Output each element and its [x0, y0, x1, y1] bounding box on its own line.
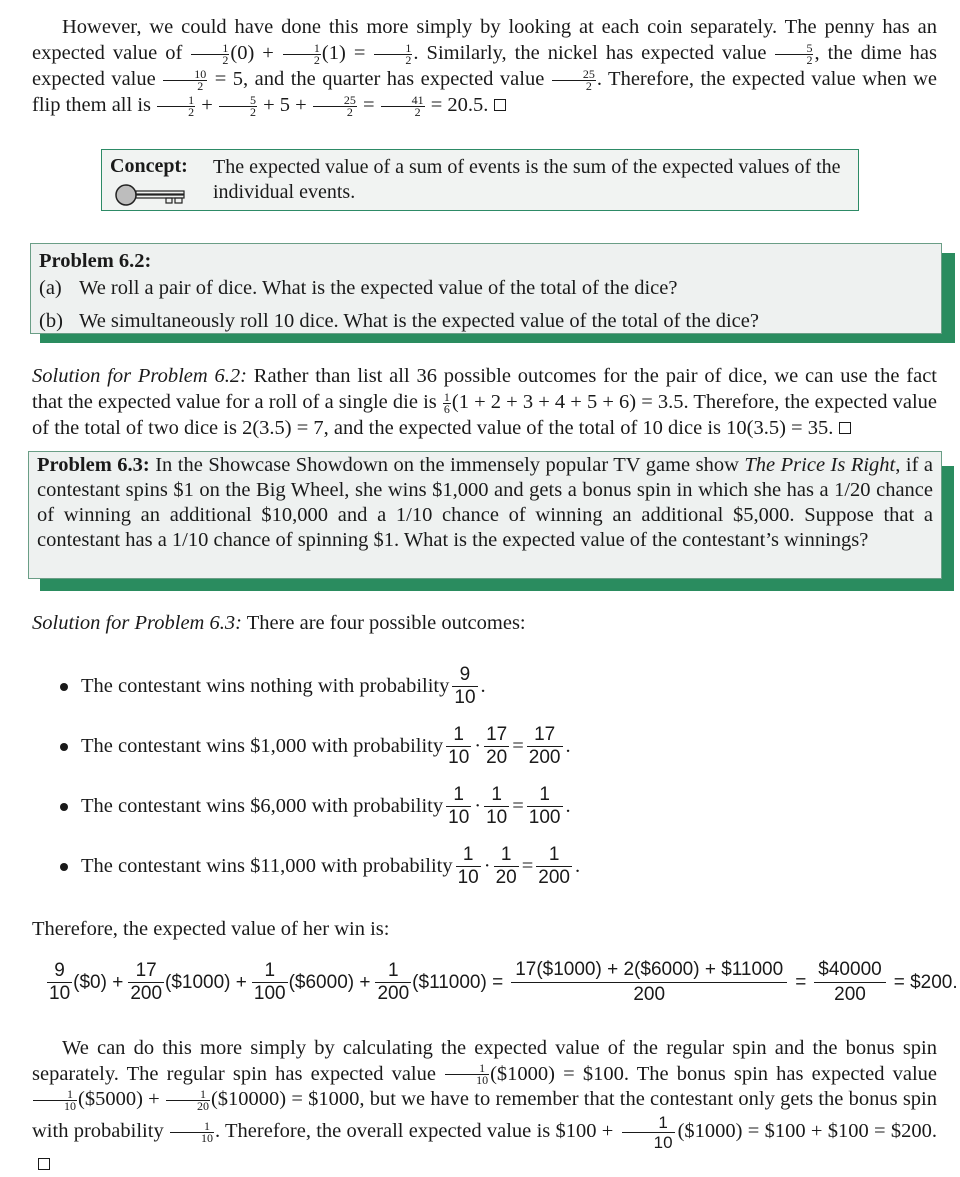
- fraction: $\frac{1}{2}$: [283, 43, 321, 66]
- fraction: 1 10: [448, 784, 470, 828]
- part-label: (a): [39, 277, 62, 299]
- fraction: $\frac{1}{200}$: [538, 844, 570, 888]
- therefore-line: Therefore, the expected value of her win is:: [32, 918, 390, 940]
- fraction: $\frac{1}{6}$: [443, 389, 450, 416]
- fraction: $\frac{1}{2}$: [191, 43, 229, 66]
- text: (1) =: [321, 42, 374, 64]
- combined-fraction: $\frac{17(\$1000) + 2(\$6000) + \$11000}{200}$: [511, 958, 787, 1007]
- text: =: [357, 94, 380, 116]
- text: (1 + 2 + 3 + 4 + 5 + 6) = 3.5. Therefore, the expected value of the total of two dice is 2(3.5) = 7, and the expected value of the total of 10 dice is 10(3.5) = 35.: [32, 391, 937, 439]
- problem-part: [39, 308, 933, 335]
- part-label: (b): [39, 310, 63, 332]
- outcome-text: The contestant wins $11,000 with probability: [81, 855, 453, 877]
- fraction: $\frac{17}{200}$: [130, 960, 163, 1004]
- fraction: 1 10: [448, 724, 470, 768]
- outcome-text: The contestant wins nothing with probability: [81, 675, 450, 697]
- fraction: $\frac{10}{2}$: [163, 69, 207, 92]
- fraction: $\frac{1}{2}$: [157, 95, 195, 118]
- bullet-icon: [60, 863, 68, 871]
- solution-6-3-intro: [32, 610, 937, 636]
- outcome-item: The contestant wins $1,000 with probability 1 10 · $\frac{17}{20}$ = $\frac{17}{200}$ .: [60, 724, 571, 769]
- outcome-item: The contestant wins nothing with probability 9 10 .: [60, 664, 486, 709]
- outcome-item: The contestant wins $6,000 with probability 1 10 · $\frac{1}{10}$ = $\frac{1}{100}$ .: [60, 784, 571, 829]
- fraction: $\frac{25}{2}$: [552, 69, 596, 92]
- solution-label: Solution for Problem 6.3:: [32, 612, 242, 634]
- bullet-icon: [60, 683, 68, 691]
- qed-square-icon: [494, 99, 506, 111]
- fraction: $\frac{1}{10}$: [445, 1063, 489, 1086]
- fraction: $\frac{41}{2}$: [381, 95, 425, 118]
- intro-paragraph: [32, 14, 937, 118]
- problem-part: [39, 275, 933, 302]
- text: In the Showcase Showdown on the immensely popular TV game show: [149, 454, 745, 476]
- text: (0) +: [230, 42, 282, 64]
- text: ($0) +: [73, 971, 124, 993]
- fraction: 9 10: [49, 960, 71, 1004]
- text: ($10000) = $1000, but we have to remember that the contestant only gets the bonus spin with probability: [32, 1088, 938, 1142]
- fraction: 1 10: [457, 844, 479, 888]
- fraction: $\frac{1}{20}$: [166, 1089, 210, 1112]
- text: There are four possible outcomes:: [241, 612, 526, 634]
- text: ($5000) +: [78, 1088, 165, 1110]
- outcome-text: The contestant wins $6,000 with probability: [81, 795, 444, 817]
- text: We can do this more simply by calculating the expected value of the regular spin and the bonus spin separately. The regular spin has expected value: [32, 1037, 937, 1085]
- result: = $200.: [893, 971, 958, 993]
- fraction: $\frac{1}{10}$: [170, 1121, 214, 1144]
- text: , the dime has expected value: [32, 42, 938, 90]
- text: . Similarly, the nickel has expected value: [413, 42, 775, 64]
- fraction: $\frac{17}{20}$: [486, 724, 508, 768]
- text: ($1000) = $100. The bonus spin has expected value: [490, 1062, 937, 1085]
- fraction: 9 10: [454, 664, 476, 708]
- text: ($11000) =: [412, 971, 504, 993]
- closing-paragraph: [32, 1036, 937, 1177]
- fraction: $\frac{1}{100}$: [253, 960, 286, 1004]
- text: . Therefore, the expected value when we flip them all is: [32, 68, 938, 116]
- show-name: The Price Is Right: [744, 454, 896, 476]
- bullet-icon: [60, 743, 68, 751]
- part-text: We simultaneously roll 10 dice. What is the expected value of the total of the dice?: [79, 310, 759, 332]
- outcome-text: The contestant wins $1,000 with probability: [81, 735, 444, 757]
- problem-6-2-box: [30, 243, 942, 334]
- concept-label: Concept:: [110, 155, 188, 177]
- fraction: $\frac{5}{2}$: [219, 95, 257, 118]
- text: = 20.5.: [425, 94, 489, 116]
- concept-box: [101, 149, 859, 211]
- fraction: $\frac{17}{200}$: [528, 724, 561, 768]
- text: . Therefore, the overall expected value is $100 +: [214, 1119, 619, 1142]
- outcome-item: The contestant wins $11,000 with probability 1 10 · $\frac{1}{20}$ = $\frac{1}{200}$ .: [60, 844, 580, 889]
- fraction: $\frac{1}{10}$: [622, 1113, 675, 1152]
- solution-6-2: [32, 363, 937, 441]
- text: ($6000) +: [288, 971, 371, 993]
- text: , if a contestant spins $1 on the Big Wheel, she wins $1,000 and gets a bonus spin in which she has a 1/20 chance of winning an additional $10,000 and a 1/10 chance of winning an additional $5,000. Suppose that a contestant has a 1/10 chance of spinning $1. What is the expected value of the contestant’s winnings?: [37, 454, 933, 551]
- text: Rather than list all 36 possible outcomes for the pair of dice, we can use the fact that the expected value for a roll of a single die is: [32, 365, 937, 413]
- part-text: We roll a pair of dice. What is the expected value of the total of the dice?: [79, 277, 678, 299]
- concept-text: The expected value of a sum of events is the sum of the expected values of the individual events.: [213, 156, 841, 203]
- text: However, we could have done this more simply by looking at each coin separately. The penny has an expected value of: [32, 16, 937, 64]
- problem-title: Problem 6.2:: [39, 250, 152, 272]
- fraction: $\frac{5}{2}$: [775, 43, 813, 66]
- simplified-fraction: $\frac{\$40000}{200}$: [814, 958, 885, 1007]
- problem-6-3-box: [28, 451, 942, 579]
- text: ($1000) +: [165, 971, 247, 993]
- text: = 5, and the quarter has expected value: [208, 68, 551, 90]
- qed-square-icon: [839, 422, 851, 434]
- text: + 5 +: [257, 94, 312, 116]
- solution-label: Solution for Problem 6.2:: [32, 365, 247, 387]
- text: +: [196, 94, 218, 116]
- fraction: $\frac{1}{2}$: [374, 43, 412, 66]
- expected-value-equation: 9 10 ($0) + $\frac{17}{200}$ ($1000) + $\frac{1}{100}$ ($6000) + $\frac{1}{200}$ ($11000) = $\frac{17(\$1000) + 2(\$6000) + \$11000}{200}$ = $\frac{\$40000}{200}$ = $200.: [49, 959, 958, 1005]
- fraction: $\frac{1}{10}$: [33, 1089, 77, 1112]
- fraction: $\frac{1}{10}$: [486, 784, 508, 828]
- fraction: $\frac{1}{100}$: [528, 784, 561, 828]
- fraction: $\frac{25}{2}$: [313, 95, 357, 118]
- key-icon: [114, 184, 190, 206]
- fraction: $\frac{1}{200}$: [377, 960, 410, 1004]
- text: ($1000) = $100 + $100 = $200.: [677, 1119, 937, 1142]
- fraction: $\frac{1}{20}$: [495, 844, 517, 888]
- problem-title: Problem 6.3:: [37, 454, 150, 476]
- bullet-icon: [60, 803, 68, 811]
- qed-square-icon: [38, 1158, 50, 1170]
